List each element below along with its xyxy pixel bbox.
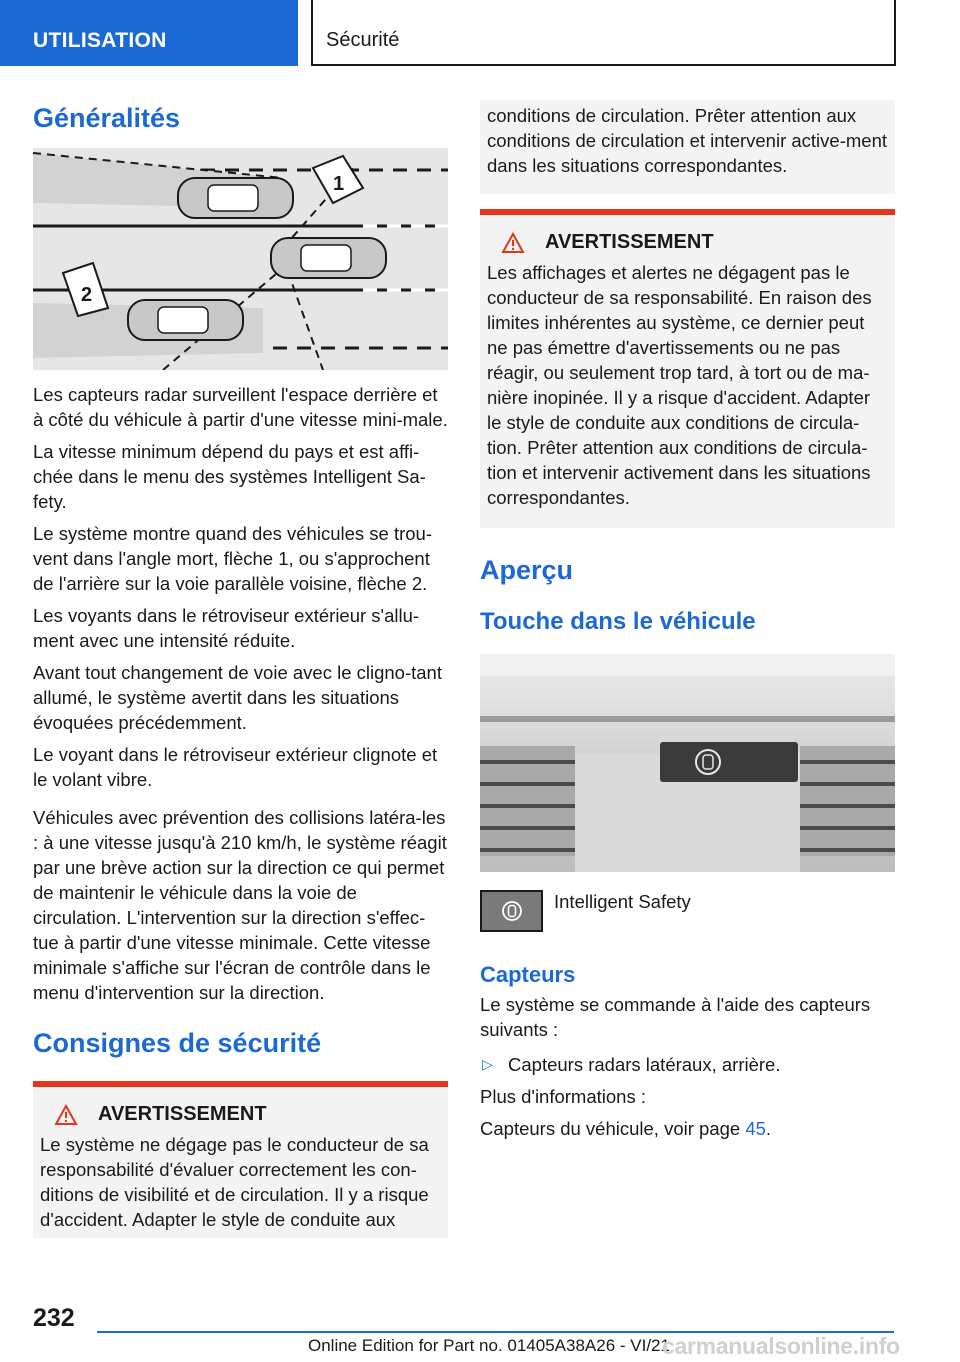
- edition-text: Online Edition for Part no. 01405A38A26 - VI/21: [308, 1336, 670, 1355]
- car-bottom: [128, 300, 243, 340]
- page-link[interactable]: 45: [745, 1118, 766, 1139]
- right-vent-icon: [800, 746, 895, 856]
- paragraph: Les capteurs radar surveillent l'espace derrière et à côté du véhicule à partir d'une vitesse mini-male.: [33, 384, 448, 430]
- dashboard-photo: [480, 654, 895, 872]
- car-top: [178, 178, 293, 218]
- blind-spot-illustration: [33, 148, 448, 370]
- warning-title: [40, 1103, 440, 1126]
- warning-triangle-icon: [501, 232, 525, 254]
- list-item-text: Capteurs radars latéraux, arrière.: [508, 1054, 781, 1075]
- car-middle: [271, 238, 386, 278]
- paragraph: Le voyant dans le rétroviseur extérieur clignote et le volant vibre.: [33, 744, 438, 790]
- paragraph: Les voyants dans le rétroviseur extérieur s'allu-ment avec une intensité réduite.: [33, 605, 420, 651]
- see-page-end: .: [765, 1118, 772, 1139]
- heading-apercu: Aperçu: [480, 555, 574, 585]
- warning-text: Les affichages et alertes ne dégagent pas le conducteur de sa responsabilité. En raison des limites inhérentes au système, ce dernier peut ne pas émettre d'avertissements ou ne pas réagir, ou seulement trop tard, à tort ou de ma-nière inopinée. Il y a risque d'accident. Adapter le style de conduite aux conditions de circula-tion. Prêter attention aux conditions de circula-tion et intervenir activement dans les situations correspondantes.: [487, 262, 872, 508]
- heading-touche: Touche dans le véhicule: [480, 608, 756, 635]
- paragraph: Avant tout changement de voie avec le cligno-tant allumé, le système avertit dans les situations évoquées précédemment.: [33, 662, 442, 733]
- see-page: [480, 1116, 895, 1141]
- bullet-triangle-icon: ▷: [482, 1056, 493, 1072]
- paragraph: Véhicules avec prévention des collisions latéra-les : à une vitesse jusqu'à 210 km/h, le système réagit par une brève action sur la direction ce qui permet de maintenir le véhicule dans la voie de circulation. L'intervention sur la direction s'effec-tue à partir d'une vitesse minimale. Cette vitesse minimale s'affiche sur l'écran de contrôle dans le menu d'intervention sur la direction.: [33, 807, 447, 1003]
- car-shield-icon: [501, 900, 523, 922]
- button-legend-row: [480, 890, 895, 932]
- see-page-text: Capteurs du véhicule, voir page: [480, 1118, 746, 1139]
- warning-title-text: AVERTISSEMENT: [545, 231, 714, 253]
- heading-consignes: Consignes de sécurité: [33, 1028, 322, 1058]
- heading-capteurs: Capteurs: [480, 962, 576, 987]
- right-column: [480, 100, 895, 1148]
- arrow-2-label: 2: [81, 284, 93, 306]
- warning-title: [487, 231, 887, 254]
- list-item: [480, 1052, 895, 1077]
- warning-continuation: [480, 100, 895, 194]
- warning-title-text: AVERTISSEMENT: [98, 1103, 267, 1125]
- left-column: [33, 100, 448, 1238]
- vehicle-button-photo: [480, 654, 895, 872]
- left-vent-icon: [480, 746, 575, 856]
- paragraph: La vitesse minimum dépend du pays et est affi-chée dans le menu des systèmes Intelligent Sa-fety.: [33, 441, 426, 512]
- intelligent-safety-button-icon: [480, 890, 543, 932]
- paragraph: Le système montre quand des véhicules se trou-vent dans l'angle mort, flèche 1, ou s'approchent de l'arrière sur la voie parallèle voisine, flèche 2.: [33, 523, 432, 594]
- heading-generalites: Généralités: [33, 103, 181, 133]
- sensors-text: Le système se commande à l'aide des capteurs suivants :: [480, 994, 871, 1040]
- warning-box: [33, 1081, 448, 1238]
- section-header: [311, 0, 896, 66]
- warning-text-cont: conditions de circulation. Prêter attention aux conditions de circulation et intervenir active-ment dans les situations correspondantes.: [487, 105, 887, 176]
- warning-triangle-icon: [54, 1104, 78, 1126]
- warning-text: Le système ne dégage pas le conducteur de sa responsabilité d'évaluer correctement les con-ditions de visibilité et de circulation. Il y a risque d'accident. Adapter le style de conduite aux: [40, 1134, 429, 1230]
- page-number: 232: [33, 1304, 75, 1332]
- chapter-tab[interactable]: [0, 0, 298, 66]
- watermark: carmanualsonline.info: [662, 1333, 900, 1359]
- chapter-label: UTILISATION: [33, 29, 167, 52]
- arrow-1-label: 1: [333, 173, 345, 195]
- warning-box-2: [480, 209, 895, 528]
- section-label: Sécurité: [326, 29, 400, 51]
- more-info: Plus d'informations :: [480, 1086, 646, 1107]
- button-label: Intelligent Safety: [554, 891, 691, 912]
- intelligent-safety-button[interactable]: [660, 742, 798, 782]
- lane-diagram: [33, 148, 448, 370]
